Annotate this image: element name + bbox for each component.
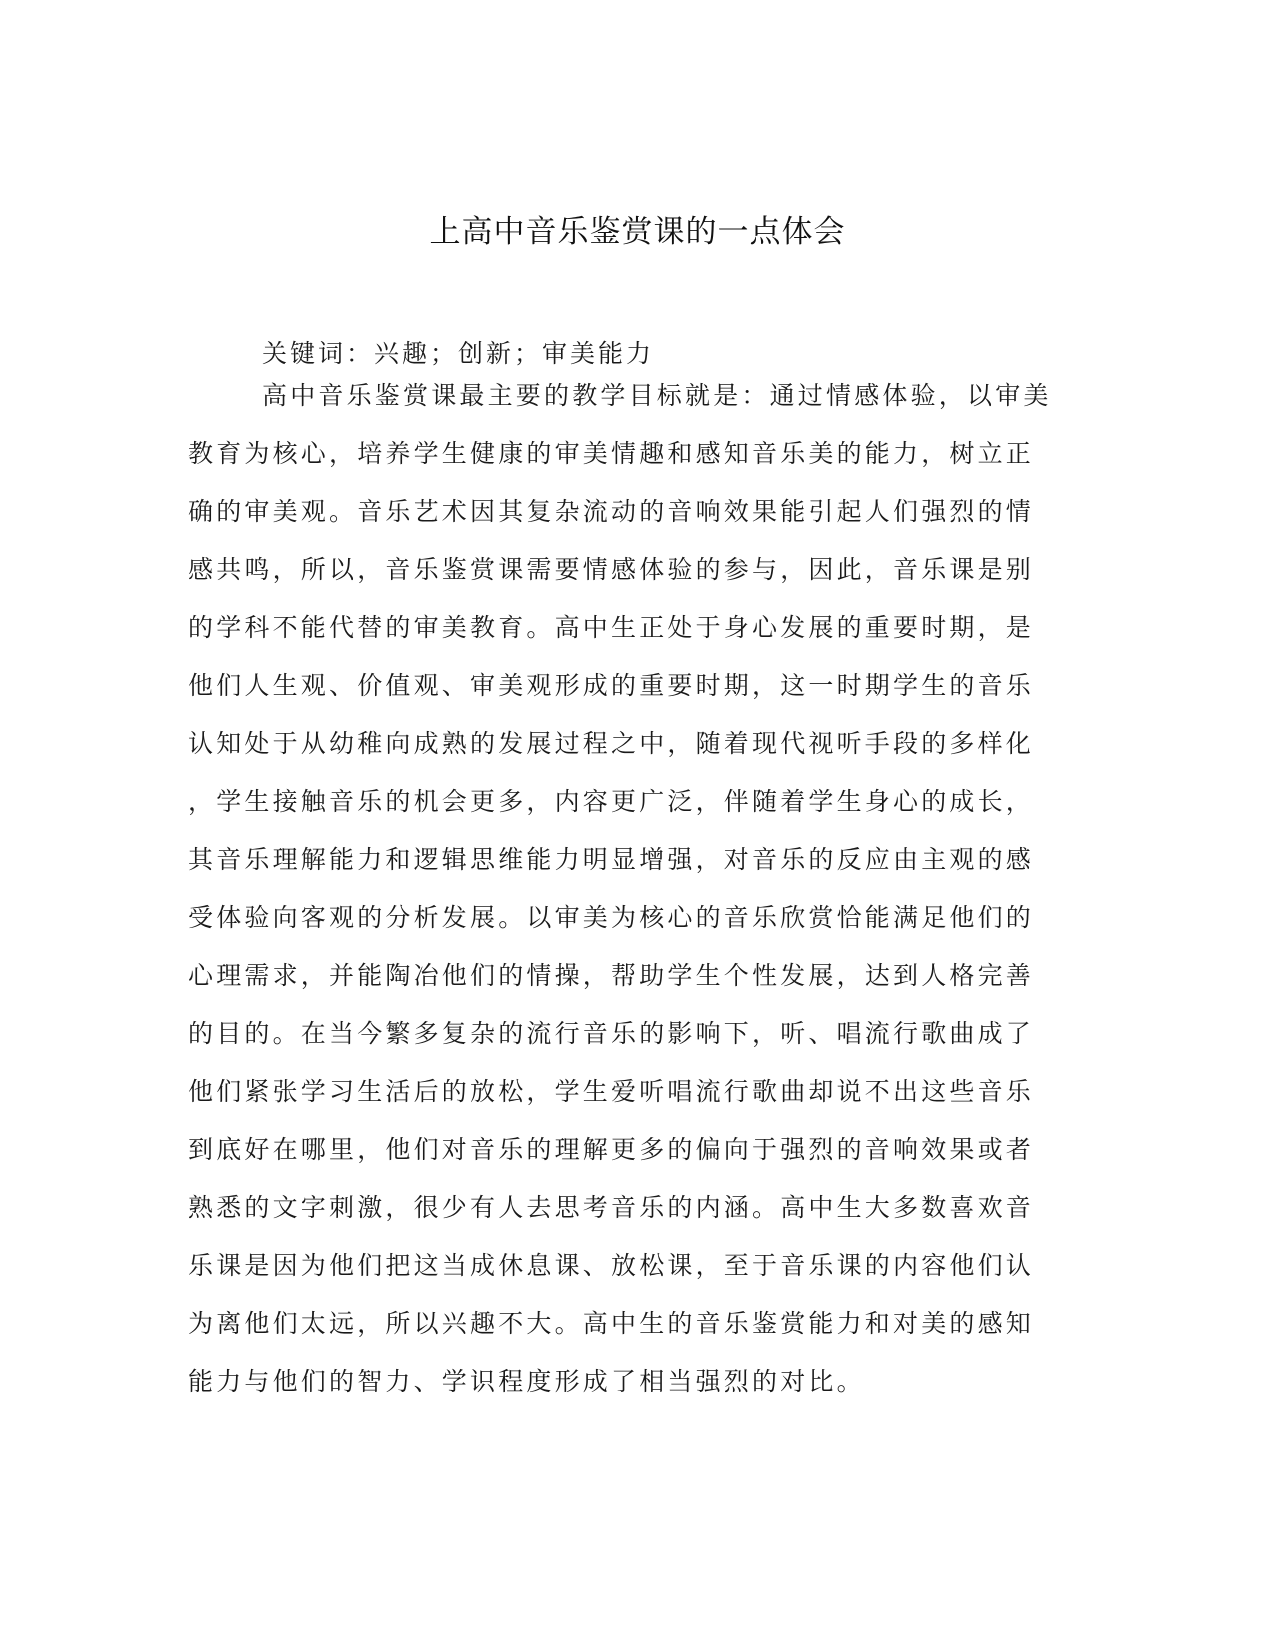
paragraph-line: 的学科不能代替的审美教育。高中生正处于身心发展的重要时期，是 xyxy=(188,613,1035,642)
paragraph-line: 其音乐理解能力和逻辑思维能力明显增强，对音乐的反应由主观的感 xyxy=(188,845,1035,874)
paragraph-line: 的目的。在当今繁多复杂的流行音乐的影响下，听、唱流行歌曲成了 xyxy=(188,1019,1035,1048)
paragraph-line: 为离他们太远，所以兴趣不大。高中生的音乐鉴赏能力和对美的感知 xyxy=(188,1309,1035,1338)
document-title: 上高中音乐鉴赏课的一点体会 xyxy=(429,214,846,250)
paragraph-line: 他们人生观、价值观、审美观形成的重要时期，这一时期学生的音乐 xyxy=(188,671,1035,700)
paragraph-line: 能力与他们的智力、学识程度形成了相当强烈的对比。 xyxy=(188,1367,865,1396)
paragraph-line: 心理需求，并能陶冶他们的情操，帮助学生个性发展，达到人格完善 xyxy=(188,961,1035,990)
paragraph-line: 受体验向客观的分析发展。以审美为核心的音乐欣赏恰能满足他们的 xyxy=(188,903,1035,932)
paragraph-line: 教育为核心，培养学生健康的审美情趣和感知音乐美的能力，树立正 xyxy=(188,439,1035,468)
paragraph-line: 他们紧张学习生活后的放松，学生爱听唱流行歌曲却说不出这些音乐 xyxy=(188,1077,1035,1106)
paragraph-line: 感共鸣，所以，音乐鉴赏课需要情感体验的参与，因此，音乐课是别 xyxy=(188,555,1035,584)
paragraph-line: 高中音乐鉴赏课最主要的教学目标就是：通过情感体验，以审美 xyxy=(262,381,1052,410)
keywords-line: 关键词：兴趣；创新；审美能力 xyxy=(262,339,655,368)
paragraph-line: 确的审美观。音乐艺术因其复杂流动的音响效果能引起人们强烈的情 xyxy=(188,497,1035,526)
paragraph-line: 熟悉的文字刺激，很少有人去思考音乐的内涵。高中生大多数喜欢音 xyxy=(188,1193,1035,1222)
paragraph-line: ，学生接触音乐的机会更多，内容更广泛，伴随着学生身心的成长， xyxy=(188,787,1035,816)
paragraph-line: 到底好在哪里，他们对音乐的理解更多的偏向于强烈的音响效果或者 xyxy=(188,1135,1035,1164)
paragraph-line: 乐课是因为他们把这当成休息课、放松课，至于音乐课的内容他们认 xyxy=(188,1251,1035,1280)
paragraph-line: 认知处于从幼稚向成熟的发展过程之中，随着现代视听手段的多样化 xyxy=(188,729,1035,758)
